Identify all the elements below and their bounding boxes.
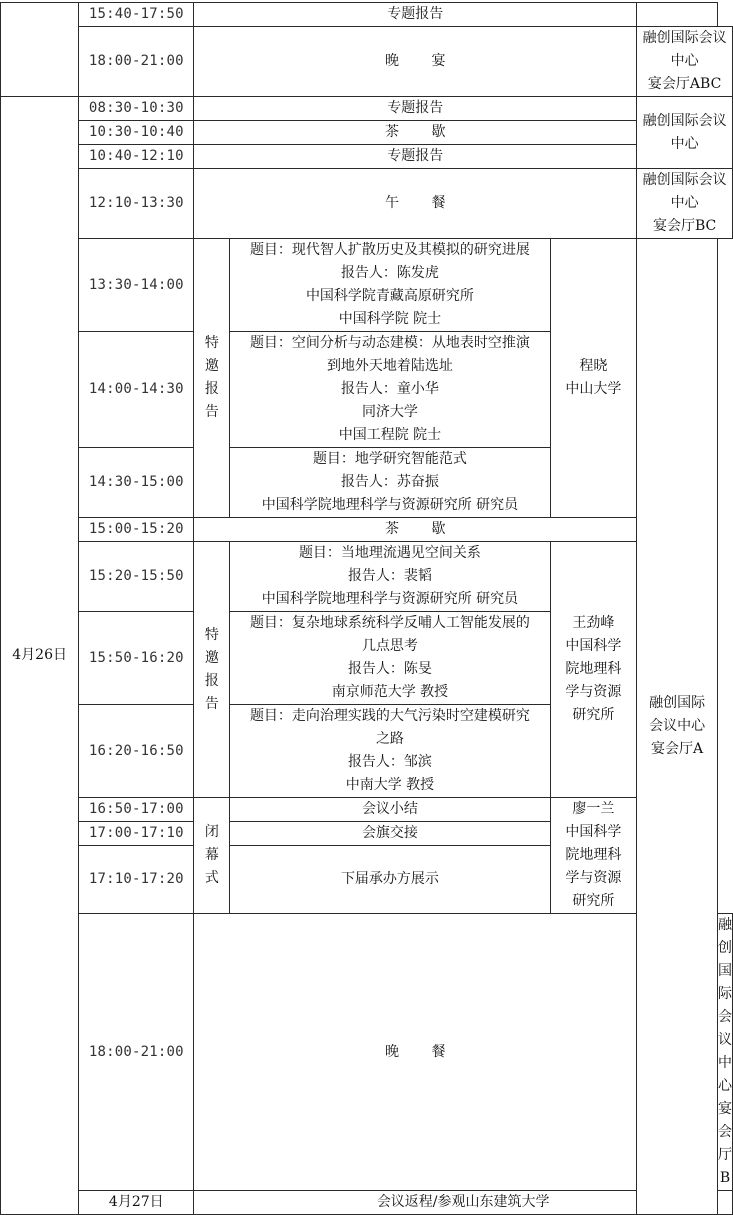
time-cell: 16:50-17:00 <box>79 798 194 822</box>
talk-detail: 题目：走向治理实践的大气污染时空建模研究 之路 报告人：邹滨 中南大学 教授 <box>230 705 550 798</box>
table-row <box>1 145 733 169</box>
time-cell: 12:10-13:30 <box>79 169 194 239</box>
chair-cell: 廖一兰 中国科学 院地理科 学与资源 研究所 <box>550 798 637 914</box>
date-cell: 4月27日 <box>79 1191 194 1215</box>
time-cell: 15:40-17:50 <box>79 3 194 27</box>
time-cell: 17:00-17:10 <box>79 822 194 846</box>
time-cell: 16:20-16:50 <box>79 705 194 798</box>
date-cell-prev <box>1 3 79 97</box>
venue-cell: 融创国际会议中心 宴会厅ABC <box>637 27 733 97</box>
time-cell: 14:00-14:30 <box>79 332 194 448</box>
time-cell: 15:20-15:50 <box>79 542 194 612</box>
talk-detail: 题目：复杂地球系统科学反哺人工智能发展的 几点思考 报告人：陈旻 南京师范大学 教授 <box>230 612 550 705</box>
table-row <box>1 542 733 612</box>
event-cell: 茶 歇 <box>194 518 637 542</box>
event-cell: 下届承办方展示 <box>230 846 550 914</box>
event-cell: 晚 宴 <box>194 27 637 97</box>
table-row <box>1 914 733 1191</box>
time-cell: 13:30-14:00 <box>79 239 194 332</box>
event-cell: 晚 餐 <box>194 914 637 1191</box>
talk-detail: 题目：地学研究智能范式 报告人：苏奋振 中国科学院地理科学与资源研究所 研究员 <box>230 448 550 518</box>
table-row <box>1 169 733 239</box>
table-row <box>1 97 733 121</box>
event-cell: 专题报告 <box>194 145 637 169</box>
venue-cell: 融创国际会议中心 宴会厅B <box>718 914 733 1191</box>
table-row <box>1 239 733 332</box>
talk-detail: 题目：当地理流遇见空间关系 报告人：裴韬 中国科学院地理科学与资源研究所 研究员 <box>230 542 550 612</box>
event-cell: 专题报告 <box>194 97 637 121</box>
afternoon-venue-cell: 融创国际 会议中心 宴会厅A <box>637 239 718 1215</box>
time-cell: 14:30-15:00 <box>79 448 194 518</box>
event-cell: 会议小结 <box>230 798 550 822</box>
event-cell: 午 餐 <box>194 169 637 239</box>
event-cell: 专题报告 <box>194 3 637 27</box>
time-cell: 10:40-12:10 <box>79 145 194 169</box>
venue-cell: 融创国际会议中心 宴会厅BC <box>637 169 733 239</box>
date-cell: 4月26日 <box>1 97 79 1215</box>
chair-cell: 程晓 中山大学 <box>550 239 637 518</box>
venue-cell: 融创国际会议中心 <box>637 97 733 169</box>
table-row <box>1 27 733 97</box>
event-cell: 茶 歇 <box>194 121 637 145</box>
time-cell: 15:50-16:20 <box>79 612 194 705</box>
conference-schedule-table <box>0 2 733 1215</box>
time-cell: 08:30-10:30 <box>79 97 194 121</box>
talk-detail: 题目：现代智人扩散历史及其模拟的研究进展 报告人：陈发虎 中国科学院青藏高原研究所 中国科学院 院士 <box>230 239 550 332</box>
session-label: 特 邀 报 告 <box>194 542 230 798</box>
session-label: 闭 幕 式 <box>194 798 230 914</box>
time-cell: 15:00-15:20 <box>79 518 194 542</box>
table-row <box>1 121 733 145</box>
event-cell: 会议返程/参观山东建筑大学 <box>194 1191 733 1215</box>
time-cell: 18:00-21:00 <box>79 914 194 1191</box>
time-cell: 10:30-10:40 <box>79 121 194 145</box>
event-cell: 会旗交接 <box>230 822 550 846</box>
table-row <box>1 1191 733 1215</box>
table-row <box>1 3 733 27</box>
chair-cell: 王劲峰 中国科学 院地理科 学与资源 研究所 <box>550 542 637 798</box>
table-row <box>1 798 733 822</box>
venue-cell <box>637 3 718 27</box>
talk-detail: 题目：空间分析与动态建模：从地表时空推演 到地外天地着陆选址 报告人：童小华 同济大学 中国工程院 院士 <box>230 332 550 448</box>
time-cell: 17:10-17:20 <box>79 846 194 914</box>
time-cell: 18:00-21:00 <box>79 27 194 97</box>
session-label: 特 邀 报 告 <box>194 239 230 518</box>
table-row <box>1 518 733 542</box>
